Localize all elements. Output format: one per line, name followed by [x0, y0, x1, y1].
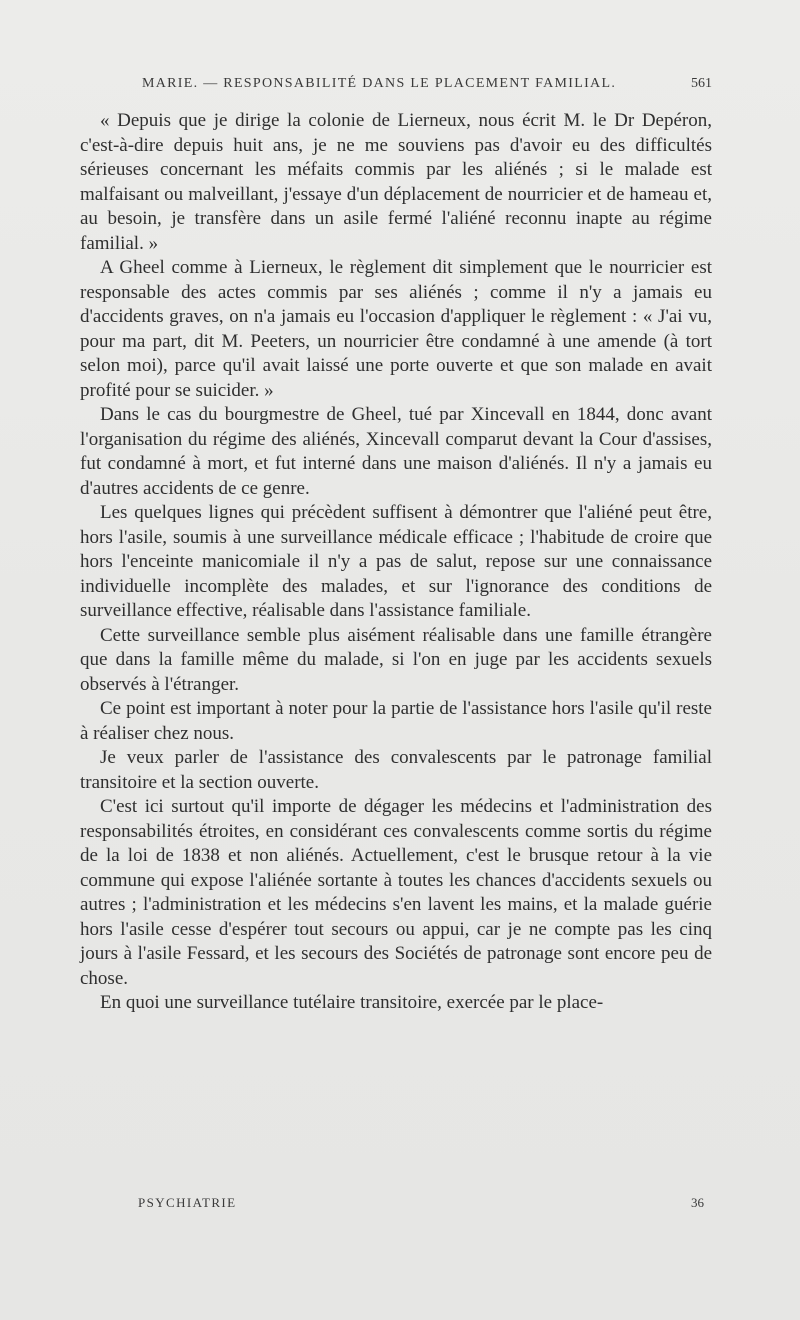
- body-text: [80, 109, 712, 1016]
- paragraph: Les quelques lignes qui précèdent suffisent à démontrer que l'aliéné peut être, hors l'asile, soumis à une surveillance médicale efficace ; l'habitude de croire que hors l'enceinte manicomiale il n'y a pas de salut, repose sur une connaissance individuelle incomplète des malades, et sur l'ignorance des conditions de surveillance effective, réalisable dans l'assistance familiale.: [80, 502, 712, 621]
- paragraph: Je veux parler de l'assistance des convalescents par le patronage familial transitoire et la section ouverte.: [80, 747, 712, 793]
- running-header-title: MARIE. — RESPONSABILITÉ DANS LE PLACEMENT FAMILIAL.: [142, 76, 617, 91]
- paragraph: A Gheel comme à Lierneux, le règlement dit simplement que le nourricier est responsable des actes commis par ses aliénés ; comme il n'y a jamais eu d'accidents graves, on n'a jamais eu l'occasion d'appliquer le règlement : « J'ai vu, pour ma part, dit M. Peeters, un nourricier être condamné à une amende (à tort selon moi), parce qu'il avait laissé une porte ouverte et que son malade en avait profité pour se suicider. »: [80, 257, 712, 401]
- running-header: [0, 70, 800, 100]
- footer-title: PSYCHIATRIE: [138, 1195, 237, 1210]
- paragraph: Cette surveillance semble plus aisément réalisable dans une famille étrangère que dans la famille même du malade, si l'on en juge par les accidents sexuels observés à l'étranger.: [80, 624, 712, 695]
- paragraph: C'est ici surtout qu'il importe de dégager les médecins et l'administration des responsabilités étroites, en considérant ces convalescents comme sortis du régime de la loi de 1838 et non aliénés. Actuellement, c'est le brusque retour à la vie commune qui expose l'aliénée sortante à toutes les chances d'accidents sexuels ou autres ; l'administration et les médecins s'en lavent les mains, et la malade guérie hors l'asile cesse d'espérer tout secours ou appui, car je ne compte pas les cinq jours à l'asile Fessard, et les secours des Sociétés de patronage sont encore peu de chose.: [80, 796, 712, 989]
- paragraph: « Depuis que je dirige la colonie de Lierneux, nous écrit M. le Dr Depéron, c'est-à-dire depuis huit ans, je ne me souviens pas d'avoir eu des difficultés sérieuses concernant les méfaits commis par les aliénés ; si le malade est malfaisant ou malveillant, j'essaye d'un déplacement de nourricier et de hameau et, au besoin, je transfère dans un asile fermé l'aliéné reconnu inapte au régime familial. »: [80, 110, 712, 254]
- page-number: 561: [691, 76, 712, 91]
- paragraph: Dans le cas du bourgmestre de Gheel, tué par Xincevall en 1844, donc avant l'organisation du régime des aliénés, Xincevall comparut devant la Cour d'assises, fut condamné à mort, et fut interné dans une maison d'aliénés. Il n'y a jamais eu d'autres accidents de ce genre.: [80, 404, 712, 499]
- paragraph: Ce point est important à noter pour la partie de l'assistance hors l'asile qu'il reste à réaliser chez nous.: [80, 698, 712, 744]
- signature-mark: 36: [691, 1195, 704, 1210]
- paragraph: En quoi une surveillance tutélaire transitoire, exercée par le place-: [100, 992, 604, 1013]
- running-footer: [0, 1195, 800, 1219]
